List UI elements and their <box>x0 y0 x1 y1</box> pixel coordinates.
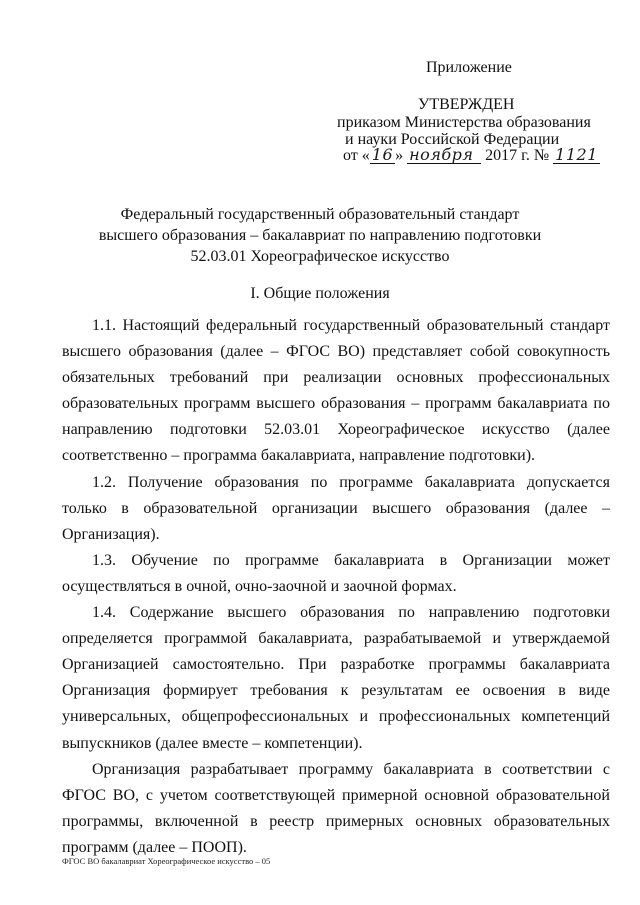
date-day-handwritten: 16 <box>371 145 394 164</box>
paragraph-1-4: 1.4. Содержание высшего образования по направлению подготовки определяется программой бакалавриата, разрабатываемой и утверждаемой Организацией самостоятельно. При разработке программы бакалавриата Организация формирует требования к результатам ее освоения в виде универсальных, общепрофессиональных и профессиональных компетенций выпускников (далее вместе – компетенции). <box>62 604 610 752</box>
approved-label: УТВЕРЖДЕН <box>418 96 515 113</box>
date-month-handwritten: ноября <box>407 146 481 164</box>
paragraph-1-3: 1.3. Обучение по программе бакалавриата в Организации может осуществляться в очной, очно-заочной и заочной формах. <box>62 551 610 595</box>
body-text <box>62 313 610 861</box>
order-line-2: и науки Российской Федерации <box>345 131 560 148</box>
date-prefix: от « <box>343 147 370 164</box>
order-line-1: приказом Министерства образования <box>337 114 591 131</box>
attachment-label: Приложение <box>426 59 512 76</box>
section-heading: I. Общие положения <box>250 285 390 302</box>
order-date-line <box>343 146 600 166</box>
paragraph-1-2: 1.2. Получение образования по программе бакалавриата допускается только в образовательной организации высшего образования (далее – Организация). <box>62 473 610 543</box>
paragraph-organization: Организация разрабатывает программу бакалавриата в соответствии с ФГОС ВО, с учетом соответствующей примерной основной образовательной программы, включенной в реестр примерных основных образовательных программ (далее – ПООП). <box>62 760 610 856</box>
paragraph-1-1: 1.1. Настоящий федеральный государственный образовательный стандарт высшего образования (далее – ФГОС ВО) представляет собой совокупность обязательных требований при реализации основных профессиональных образовательных программ высшего образования – программ бакалавриата по направлению подготовки 52.03.01 Хореографическое искусство (далее соответственно – программа бакалавриата, направление подготовки). <box>62 317 610 465</box>
document-title-line-3: 52.03.01 Хореографическое искусство <box>190 248 450 265</box>
document-title-line-2: высшего образования – бакалавриат по направлению подготовки <box>98 227 542 244</box>
date-year: 2017 г. № <box>485 147 550 164</box>
page-footer: ФГОС ВО бакалавриат Хореографическое искусство – 05 <box>62 856 271 866</box>
order-number-handwritten: 1121 <box>555 145 598 164</box>
date-mid: » <box>395 147 404 164</box>
document-title-line-1: Федеральный государственный образовательный стандарт <box>120 206 520 223</box>
